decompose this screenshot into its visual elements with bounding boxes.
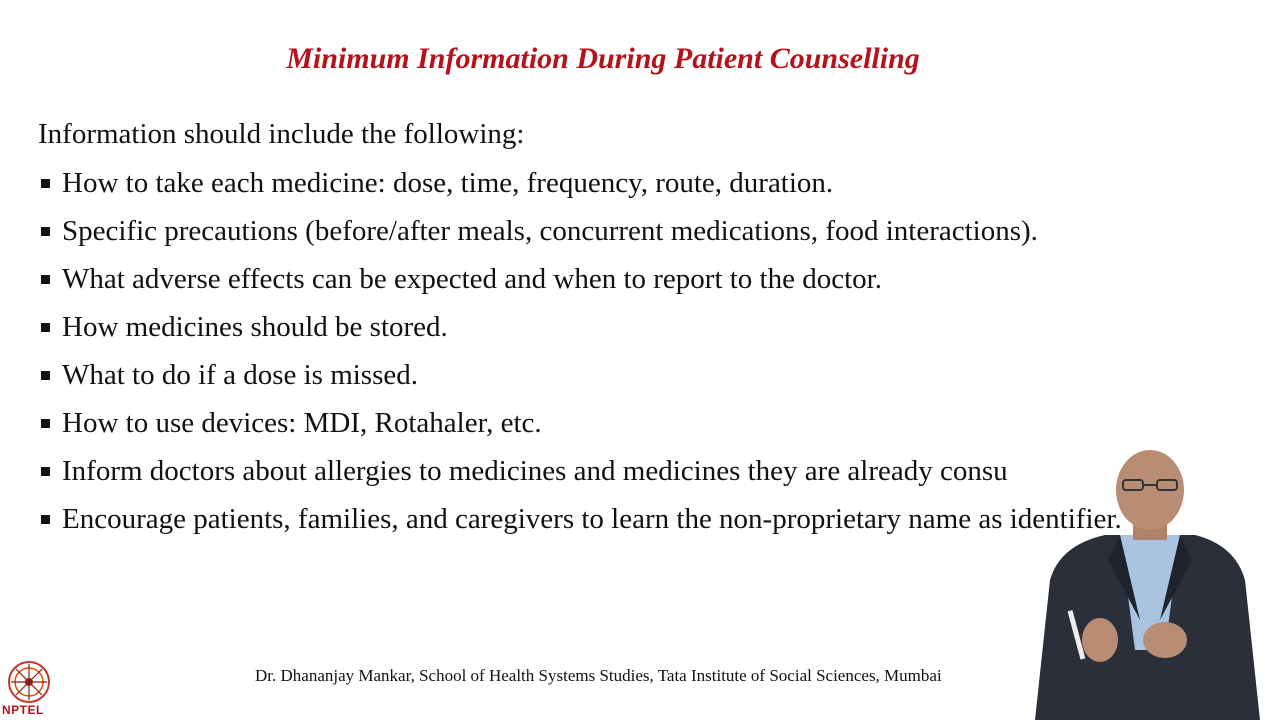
bullet-marker-icon	[41, 371, 50, 380]
bullet-marker-icon	[41, 419, 50, 428]
bullet-text: How to take each medicine: dose, time, frequency, route, duration.	[62, 167, 834, 199]
presenter-figure	[1030, 450, 1270, 720]
bullet-item	[38, 358, 1198, 392]
bullet-item	[38, 214, 1198, 248]
bullet-marker-icon	[41, 275, 50, 284]
logo-text: NPTEL	[2, 703, 44, 717]
bullet-marker-icon	[41, 227, 50, 236]
bullet-text: Inform doctors about allergies to medicines and medicines they are already consu	[62, 455, 1008, 487]
bullet-item	[38, 262, 1198, 296]
bullet-marker-icon	[41, 467, 50, 476]
bullet-text: What to do if a dose is missed.	[62, 359, 419, 391]
bullet-item	[38, 502, 1162, 536]
bullet-item	[38, 166, 1198, 200]
bullet-marker-icon	[41, 323, 50, 332]
bullet-text: How to use devices: MDI, Rotahaler, etc.	[62, 407, 542, 439]
bullet-text: Specific precautions (before/after meals, concurrent medications, food interactions).	[62, 215, 1038, 247]
bullet-item	[38, 454, 1198, 488]
intro-text: Information should include the following:	[38, 118, 525, 150]
bullet-list	[38, 166, 1198, 550]
bullet-marker-icon	[41, 515, 50, 524]
bullet-item	[38, 310, 1198, 344]
bullet-item	[38, 406, 1198, 440]
bullet-text: What adverse effects can be expected and when to report to the doctor.	[62, 263, 882, 295]
slide-footer: Dr. Dhananjay Mankar, School of Health Systems Studies, Tata Institute of Social Sciences, Mumbai	[255, 666, 942, 685]
bullet-text: Encourage patients, families, and caregivers to learn the non-proprietary name as identifier.	[62, 503, 1122, 535]
bullet-text: How medicines should be stored.	[62, 311, 448, 343]
slide-title: Minimum Information During Patient Counselling	[286, 42, 920, 75]
bullet-marker-icon	[41, 179, 50, 188]
